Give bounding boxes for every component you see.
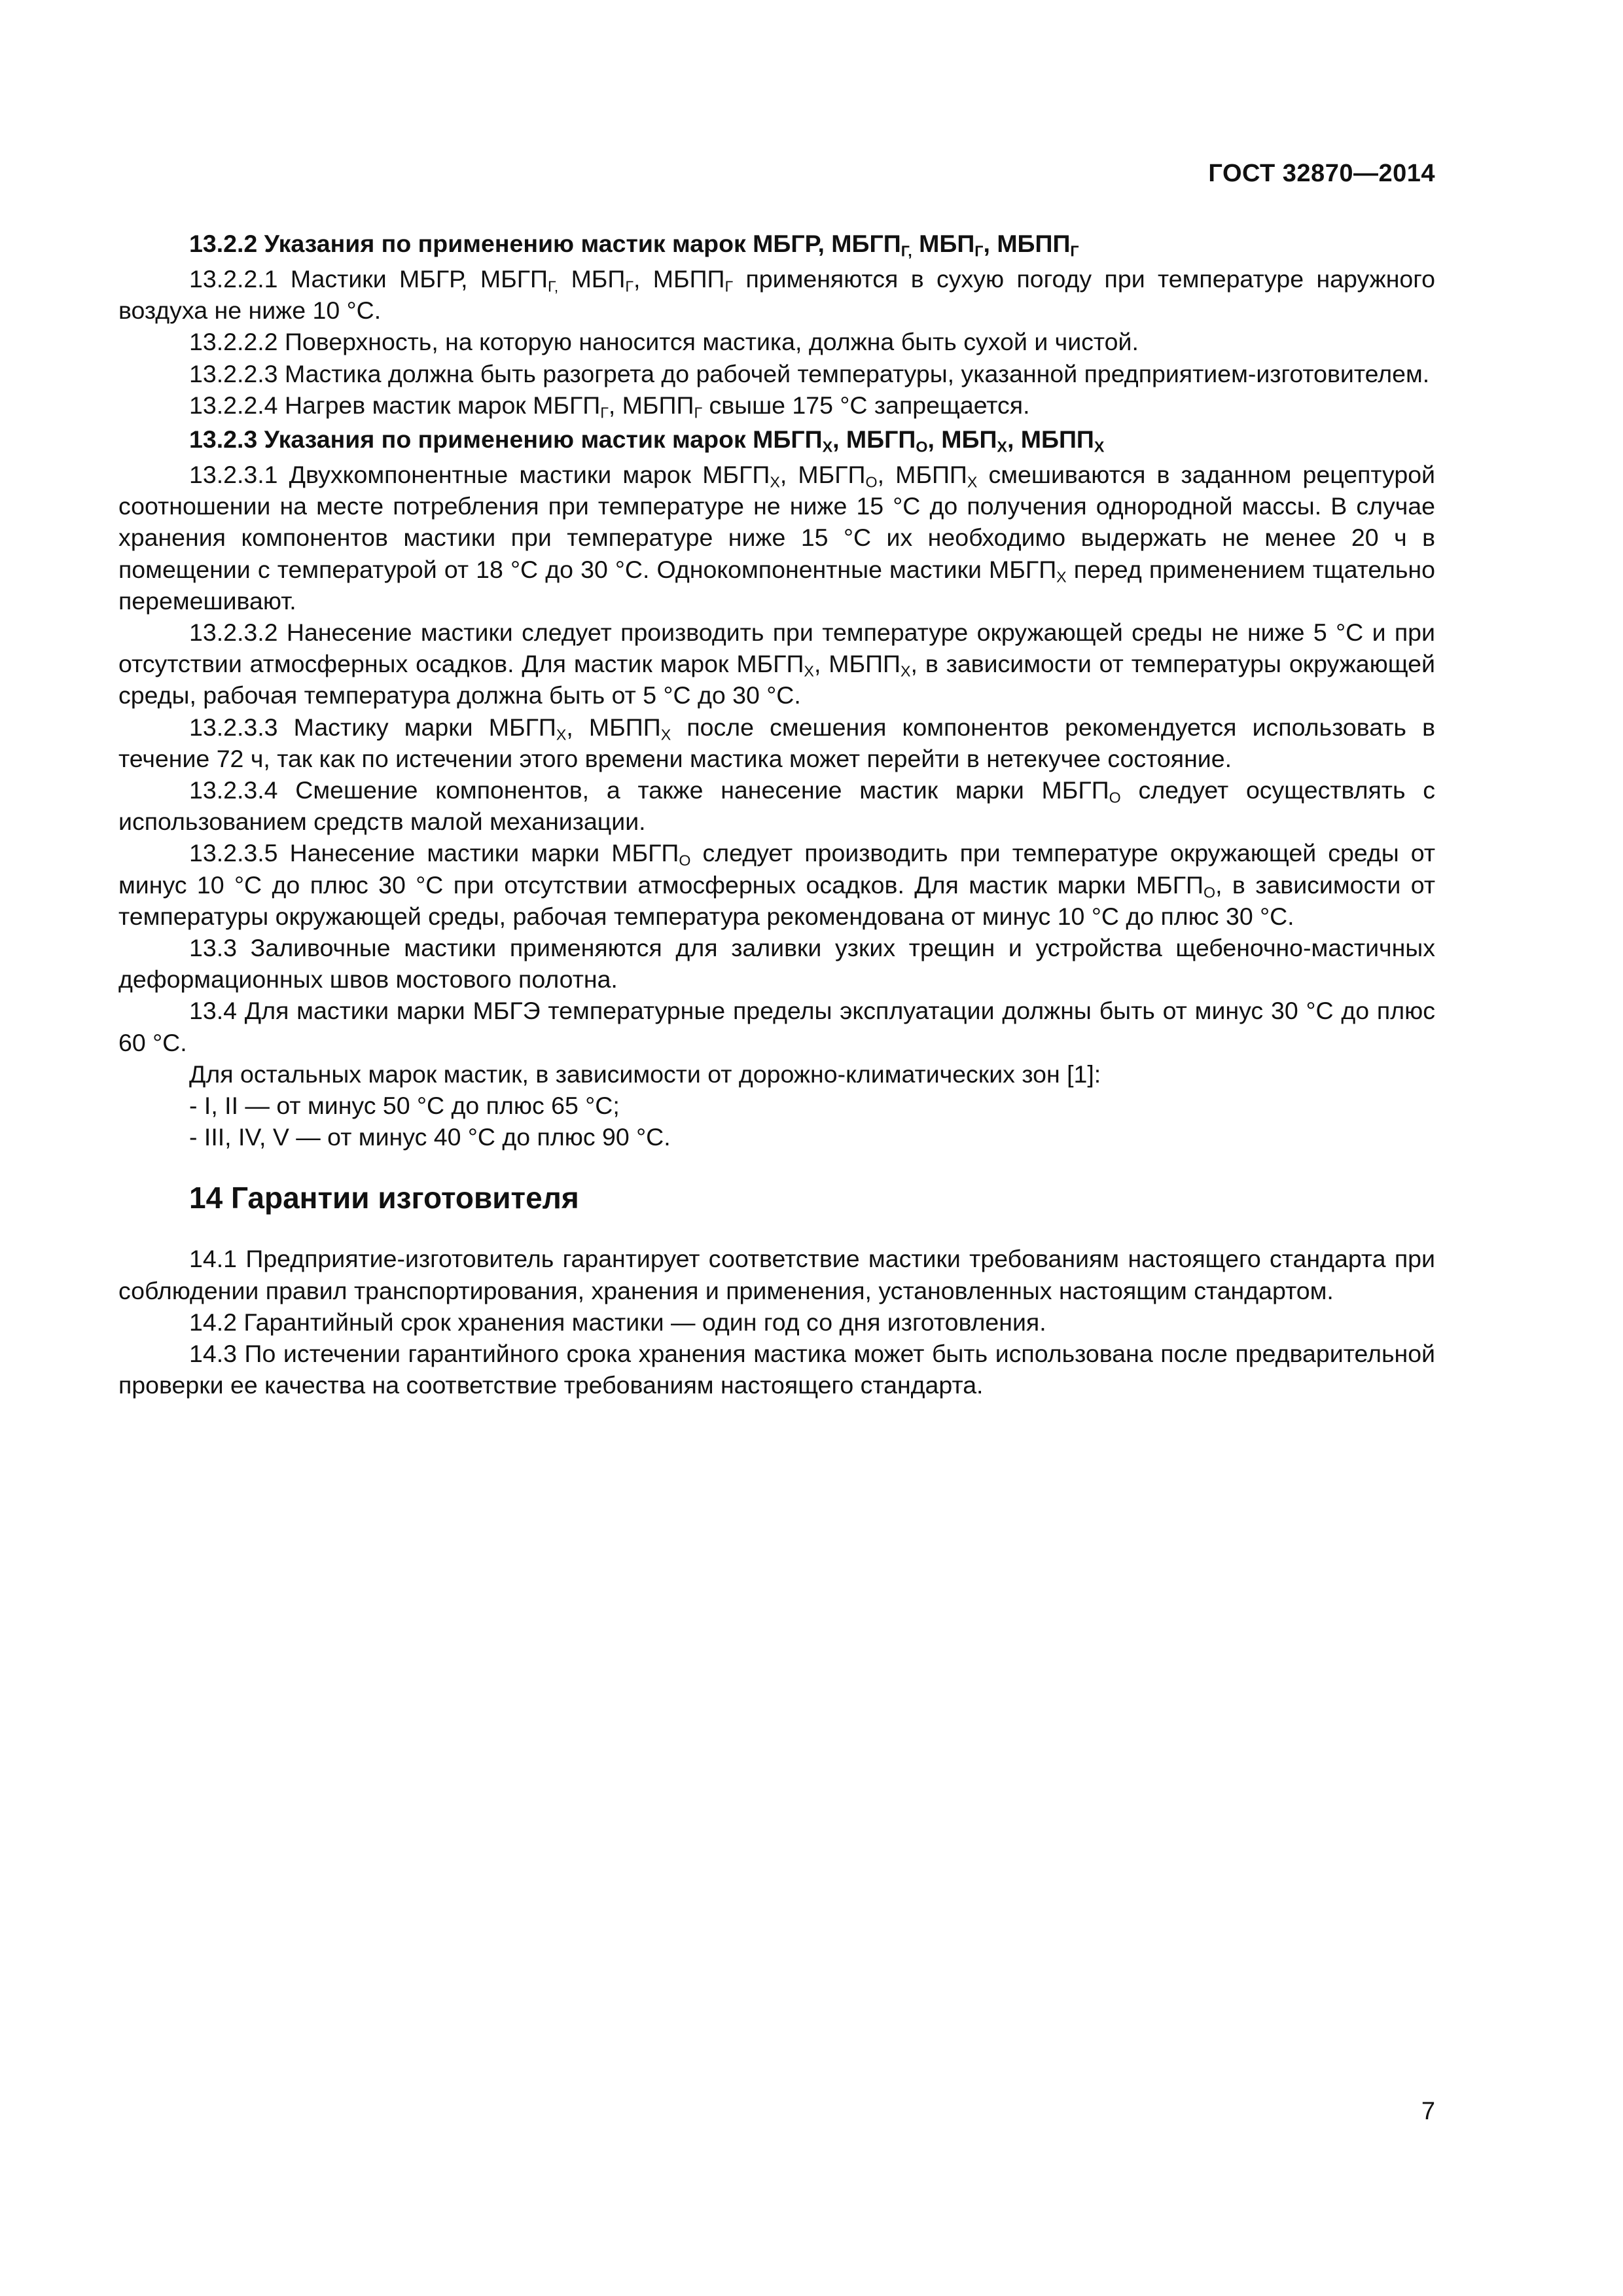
list-item: - I, II — от минус 50 °С до плюс 65 °С; bbox=[189, 1092, 620, 1120]
paragraph-13-2-3-4: 13.2.3.4 Смешение компонентов, а также нанесение мастик марки $МБГП_О$ следует осуществлять с использованием средств малой механизации. bbox=[118, 776, 1435, 836]
paragraph-13-2-2-2: 13.2.2.2 Поверхность, на которую наносится мастика, должна быть сухой и чистой. bbox=[189, 328, 1139, 356]
paragraph-13-3: 13.3 Заливочные мастики применяются для заливки узких трещин и устройства щебеночно-мастичных деформационных швов мостового полотна. bbox=[118, 934, 1435, 994]
paragraph-14-2: 14.2 Гарантийный срок хранения мастики — один год со дня изготовления. bbox=[189, 1308, 1046, 1336]
document-code: ГОСТ 32870—2014 bbox=[1208, 160, 1435, 187]
heading-13-2-2: 13.2.2 Указания по применению мастик марок МБГР, $МБГП_{Г,}$ $МБП_Г$, $МБПП_Г$ bbox=[189, 230, 1079, 260]
page-number: 7 bbox=[1421, 2098, 1435, 2125]
heading-13-2-3: 13.2.3 Указания по применению мастик марок $МБГП_Х$, $МБГП_О$, $МБП_Х$, $МБПП_Х$ bbox=[189, 425, 1105, 456]
paragraph-14-3: 14.3 По истечении гарантийного срока хранения мастика может быть использована после предварительной проверки ее качества на соответствие требованиям настоящего стандарта. bbox=[118, 1340, 1435, 1399]
paragraph-13-2-3-2: 13.2.3.2 Нанесение мастики следует производить при температуре окружающей среды не ниже 5 °С и при отсутствии атмосферных осадков. Для мастик марок $МБГП_Х$, $МБПП_Х$, в зависимости от температуры окружающей среды, рабочая температура должна быть от 5 °С до 30 °С. bbox=[118, 619, 1435, 709]
paragraph-13-4: 13.4 Для мастики марки МБГЭ температурные пределы эксплуатации должны быть от минус 30 °С до плюс 60 °С. bbox=[118, 997, 1435, 1056]
paragraph-other-grades: Для остальных марок мастик, в зависимости от дорожно-климатических зон [1]: bbox=[189, 1060, 1101, 1088]
paragraph-13-2-2-1: 13.2.2.1 Мастики МБГР, $МБГП_{Г,}$ $МБП_Г$, $МБПП_Г$ применяются в сухую погоду при температуре наружного воздуха не ниже 10 °С. bbox=[118, 265, 1435, 325]
paragraph-14-1: 14.1 Предприятие-изготовитель гарантирует соответствие мастики требованиям настоящего стандарта при соблюдении правил транспортирования, хранения и применения, установленных настоящим стандартом. bbox=[118, 1245, 1435, 1304]
paragraph-13-2-3-3: 13.2.3.3 Мастику марки $МБГП_Х$, $МБПП_Х$ после смешения компонентов рекомендуется использовать в течение 72 ч, так как по истечении этого времени мастика может перейти в нетекучее состояние. bbox=[118, 713, 1435, 772]
paragraph-13-2-3-5: 13.2.3.5 Нанесение мастики марки $МБГП_О$ следует производить при температуре окружающей среды от минус 10 °С до плюс 30 °С при отсутствии атмосферных осадков. Для мастик марки $МБГП_О$, в зависимости от температуры окружающей среды, рабочая температура рекомендована от минус 10 °С до плюс 30 °С. bbox=[118, 839, 1435, 930]
paragraph-13-2-2-4: 13.2.2.4 Нагрев мастик марок $МБГП_Г$, $МБПП_Г$ свыше 175 °С запрещается. bbox=[189, 391, 1030, 422]
document-body bbox=[118, 226, 1435, 1401]
list-item: - III, IV, V — от минус 40 °С до плюс 90 °С. bbox=[189, 1123, 671, 1151]
heading-14: 14 Гарантии изготовителя bbox=[189, 1181, 579, 1215]
paragraph-13-2-2-3: 13.2.2.3 Мастика должна быть разогрета до рабочей температуры, указанной предприятием-изготовителем. bbox=[189, 359, 1430, 387]
paragraph-13-2-3-1: 13.2.3.1 Двухкомпонентные мастики марок $МБГП_Х$, $МБГП_О$, $МБПП_Х$ смешиваются в заданном рецептурой соотношении на месте потребления при температуре не ниже 15 °С до получения однородной массы. В случае хранения компонентов мастики при температуре ниже 15 °С их необходимо выдержать не менее 20 ч в помещении с температурой от 18 °С до 30 °С. Однокомпонентные мастики $МБГП_Х$ перед применением тщательно перемешивают. bbox=[118, 461, 1435, 615]
